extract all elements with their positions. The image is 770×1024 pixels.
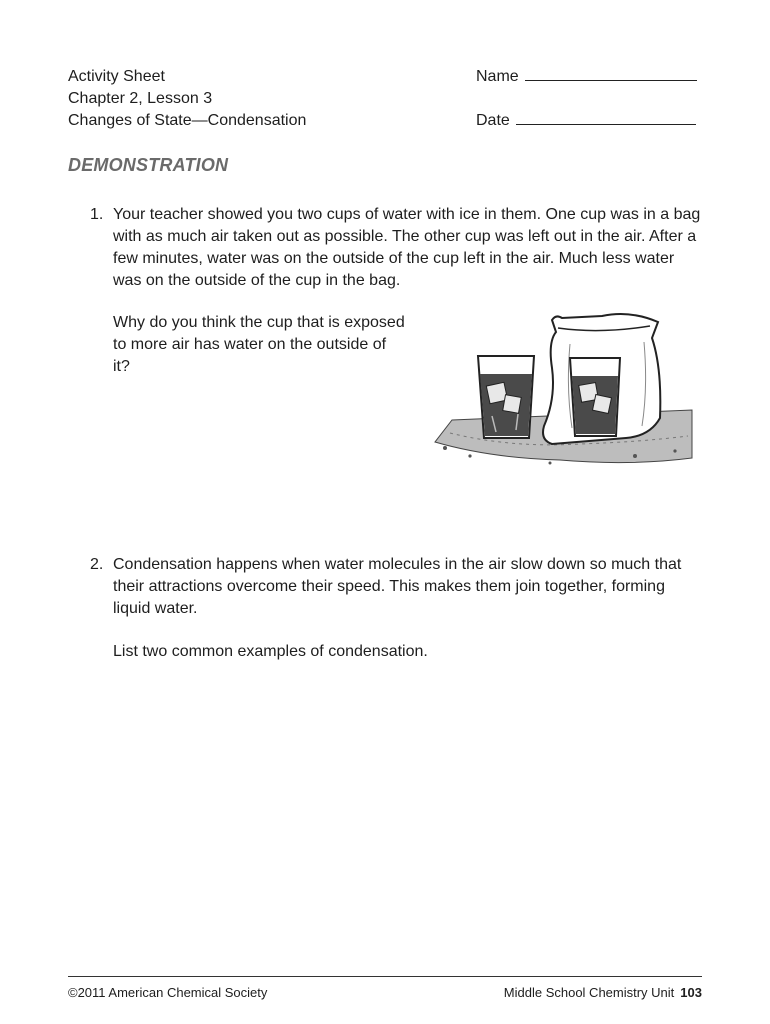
unit-name: Middle School Chemistry Unit (503, 985, 675, 1000)
date-field[interactable] (476, 110, 697, 132)
date-label: Date (476, 112, 510, 129)
date-blank-line[interactable] (516, 110, 696, 125)
name-blank-line[interactable] (525, 66, 697, 81)
question-2-prompt: List two common examples of condensation. (113, 643, 428, 660)
section-title: DEMONSTRATION (68, 155, 229, 175)
chapter-lesson: Chapter 2, Lesson 3 (68, 90, 213, 107)
footer-divider (68, 976, 702, 977)
question-1-text: Your teacher showed you two cups of water with ice in them. One cup was in a bag with as much air taken out as possible. The other cup was left out in the air. After a few minutes, water was on the outside of the cup left in the air. Much less water was on the outside of the cup in the bag. (113, 206, 701, 289)
question-1-number: 1. (90, 206, 104, 223)
sheet-type: Activity Sheet (68, 68, 165, 85)
footer-unit (504, 985, 702, 1000)
question-2-text: Condensation happens when water molecules in the air slow down so much that their attractions overcome their speed. This makes them join together, forming liquid water. (113, 556, 682, 617)
copyright: ©2011 American Chemical Society (68, 985, 268, 1000)
lesson-title: Changes of State—Condensation (68, 112, 307, 129)
page-number: 103 (680, 985, 702, 1000)
name-field[interactable] (476, 66, 697, 88)
student-fields (476, 66, 697, 132)
question-2-number: 2. (90, 556, 104, 573)
question-1-prompt: Why do you think the cup that is exposed to more air has water on the outside of it? (113, 314, 405, 375)
sheet-header (68, 66, 306, 132)
cups-illustration (430, 308, 695, 473)
name-label: Name (476, 68, 519, 85)
